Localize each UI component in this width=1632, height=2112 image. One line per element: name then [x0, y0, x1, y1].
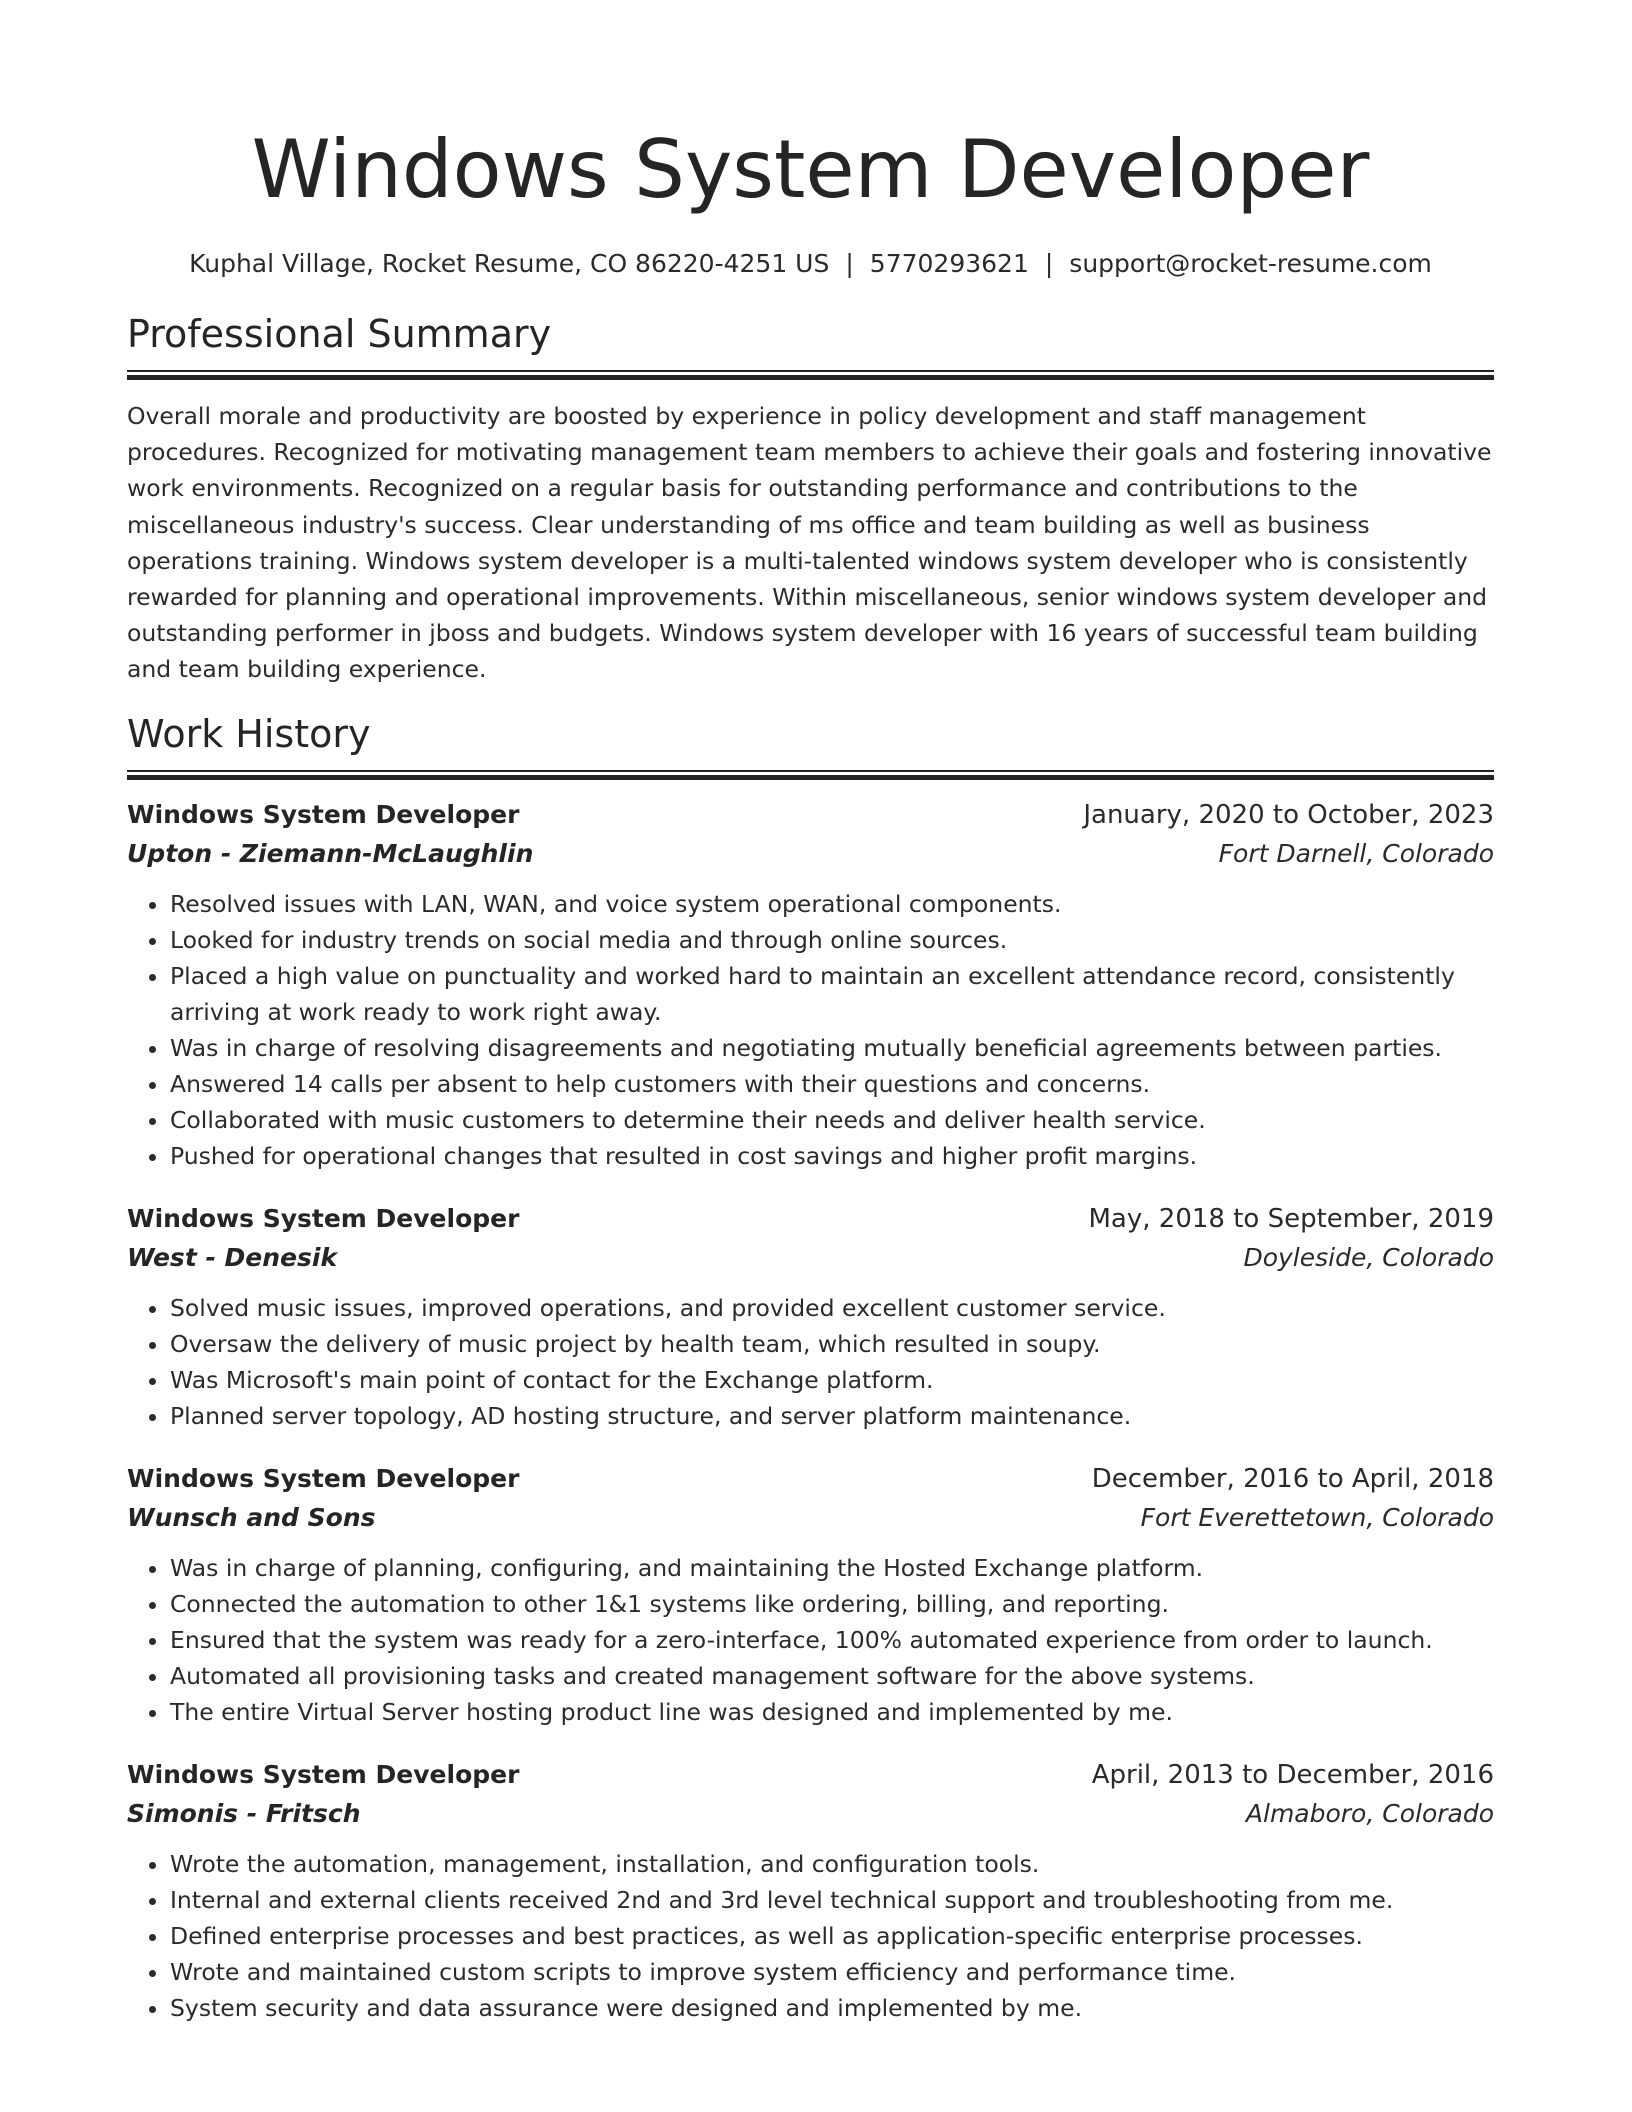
job-bullet-item: • Resolved issues with LAN, WAN, and voice system operational components. [170, 886, 1494, 922]
job-bullet-item: • Answered 14 calls per absent to help customers with their questions and concerns. [170, 1066, 1494, 1102]
job-bullet-list [127, 1290, 1494, 1434]
job-bullet-item: • Was in charge of resolving disagreements and negotiating mutually beneficial agreements between parties. [170, 1030, 1494, 1066]
job-bullet-item: • System security and data assurance were designed and implemented by me. [170, 1990, 1494, 2026]
job-bullet-item: • Was in charge of planning, configuring, and maintaining the Hosted Exchange platform. [170, 1550, 1494, 1586]
job-title: Windows System Developer [127, 1759, 520, 1789]
job-entry [127, 796, 1494, 1174]
job-title: Windows System Developer [127, 1463, 520, 1493]
job-company: Simonis - Fritsch [127, 1798, 361, 1828]
job-header-row [127, 1460, 1494, 1498]
job-location: Almaboro, Colorado [1245, 1798, 1494, 1828]
job-bullet-item: • Pushed for operational changes that resulted in cost savings and higher profit margins. [170, 1138, 1494, 1174]
contact-address: Kuphal Village, Rocket Resume, CO 86220-4251 US [189, 249, 830, 278]
job-title: Windows System Developer [127, 799, 520, 829]
job-company: Wunsch and Sons [127, 1502, 376, 1532]
job-entry [127, 1756, 1494, 2026]
job-bullet-list [127, 1846, 1494, 2026]
contact-phone: 5770293621 [869, 249, 1029, 278]
job-location: Fort Everettetown, Colorado [1140, 1502, 1494, 1532]
job-bullet-item: • The entire Virtual Server hosting product line was designed and implemented by me. [170, 1694, 1494, 1730]
contact-line [127, 248, 1494, 280]
job-bullet-item: • Planned server topology, AD hosting structure, and server platform maintenance. [170, 1398, 1494, 1434]
job-bullet-list [127, 886, 1494, 1174]
job-bullet-item: • Defined enterprise processes and best practices, as well as application-specific enterprise processes. [170, 1918, 1494, 1954]
job-location: Doyleside, Colorado [1243, 1242, 1494, 1272]
job-bullet-item: • Wrote and maintained custom scripts to improve system efficiency and performance time. [170, 1954, 1494, 1990]
job-company-row [127, 834, 1494, 874]
job-bullet-item: • Internal and external clients received 2nd and 3rd level technical support and troubleshooting from me. [170, 1882, 1494, 1918]
job-company-row [127, 1794, 1494, 1834]
job-company-row [127, 1498, 1494, 1538]
job-bullet-item: • Placed a high value on punctuality and worked hard to maintain an excellent attendance record, consistently arriving at work ready to work right away. [170, 958, 1494, 1030]
contact-separator: | [845, 249, 854, 278]
professional-summary-section [127, 310, 1494, 688]
job-bullet-item: • Collaborated with music customers to determine their needs and deliver health service. [170, 1102, 1494, 1138]
job-bullet-item: • Wrote the automation, management, installation, and configuration tools. [170, 1846, 1494, 1882]
job-bullet-item: • Connected the automation to other 1&1 systems like ordering, billing, and reporting. [170, 1586, 1494, 1622]
section-divider [127, 770, 1494, 772]
job-bullet-item: • Was Microsoft's main point of contact for the Exchange platform. [170, 1362, 1494, 1398]
job-bullet-item: • Solved music issues, improved operations, and provided excellent customer service. [170, 1290, 1494, 1326]
job-company: Upton - Ziemann-McLaughlin [127, 838, 534, 868]
job-title: Windows System Developer [127, 1203, 520, 1233]
section-divider [127, 370, 1494, 372]
job-company: West - Denesik [127, 1242, 338, 1272]
resume-page [127, 0, 1494, 2112]
job-list [127, 796, 1494, 2026]
job-dates: January, 2020 to October, 2023 [1083, 799, 1494, 830]
job-bullet-item: • Oversaw the delivery of music project by health team, which resulted in soupy. [170, 1326, 1494, 1362]
section-heading-summary: Professional Summary [127, 312, 552, 356]
job-bullet-list [127, 1550, 1494, 1730]
section-heading-work: Work History [127, 711, 371, 756]
job-dates: May, 2018 to September, 2019 [1088, 1203, 1494, 1234]
job-company-row [127, 1238, 1494, 1278]
job-header-row [127, 796, 1494, 834]
contact-email: support@rocket-resume.com [1069, 249, 1432, 278]
job-dates: December, 2016 to April, 2018 [1091, 1463, 1494, 1494]
job-bullet-item: • Looked for industry trends on social media and through online sources. [170, 922, 1494, 958]
job-dates: April, 2013 to December, 2016 [1091, 1759, 1494, 1790]
job-bullet-item: • Ensured that the system was ready for a zero-interface, 100% automated experience from order to launch. [170, 1622, 1494, 1658]
job-bullet-item: • Automated all provisioning tasks and created management software for the above systems. [170, 1658, 1494, 1694]
job-entry [127, 1460, 1494, 1730]
summary-text: Overall morale and productivity are boosted by experience in policy development and staff management procedures. Recognized for motivating management team members to achieve their goals and fostering innovative work environments. Recognized on a regular basis for outstanding performance and contributions to the miscellaneous industry's success. Clear understanding of ms office and team building as well as business operations training. Windows system developer is a multi-talented windows system developer who is consistently rewarded for planning and operational improvements. Within miscellaneous, senior windows system developer and outstanding performer in jboss and budgets. Windows system developer with 16 years of successful team building and team building experience. [127, 402, 1492, 684]
resume-name: Windows System Developer [251, 123, 1370, 216]
job-entry [127, 1200, 1494, 1434]
work-history-section [127, 710, 1494, 2026]
job-header-row [127, 1200, 1494, 1238]
job-header-row [127, 1756, 1494, 1794]
contact-separator: | [1044, 249, 1054, 278]
job-location: Fort Darnell, Colorado [1218, 838, 1494, 868]
